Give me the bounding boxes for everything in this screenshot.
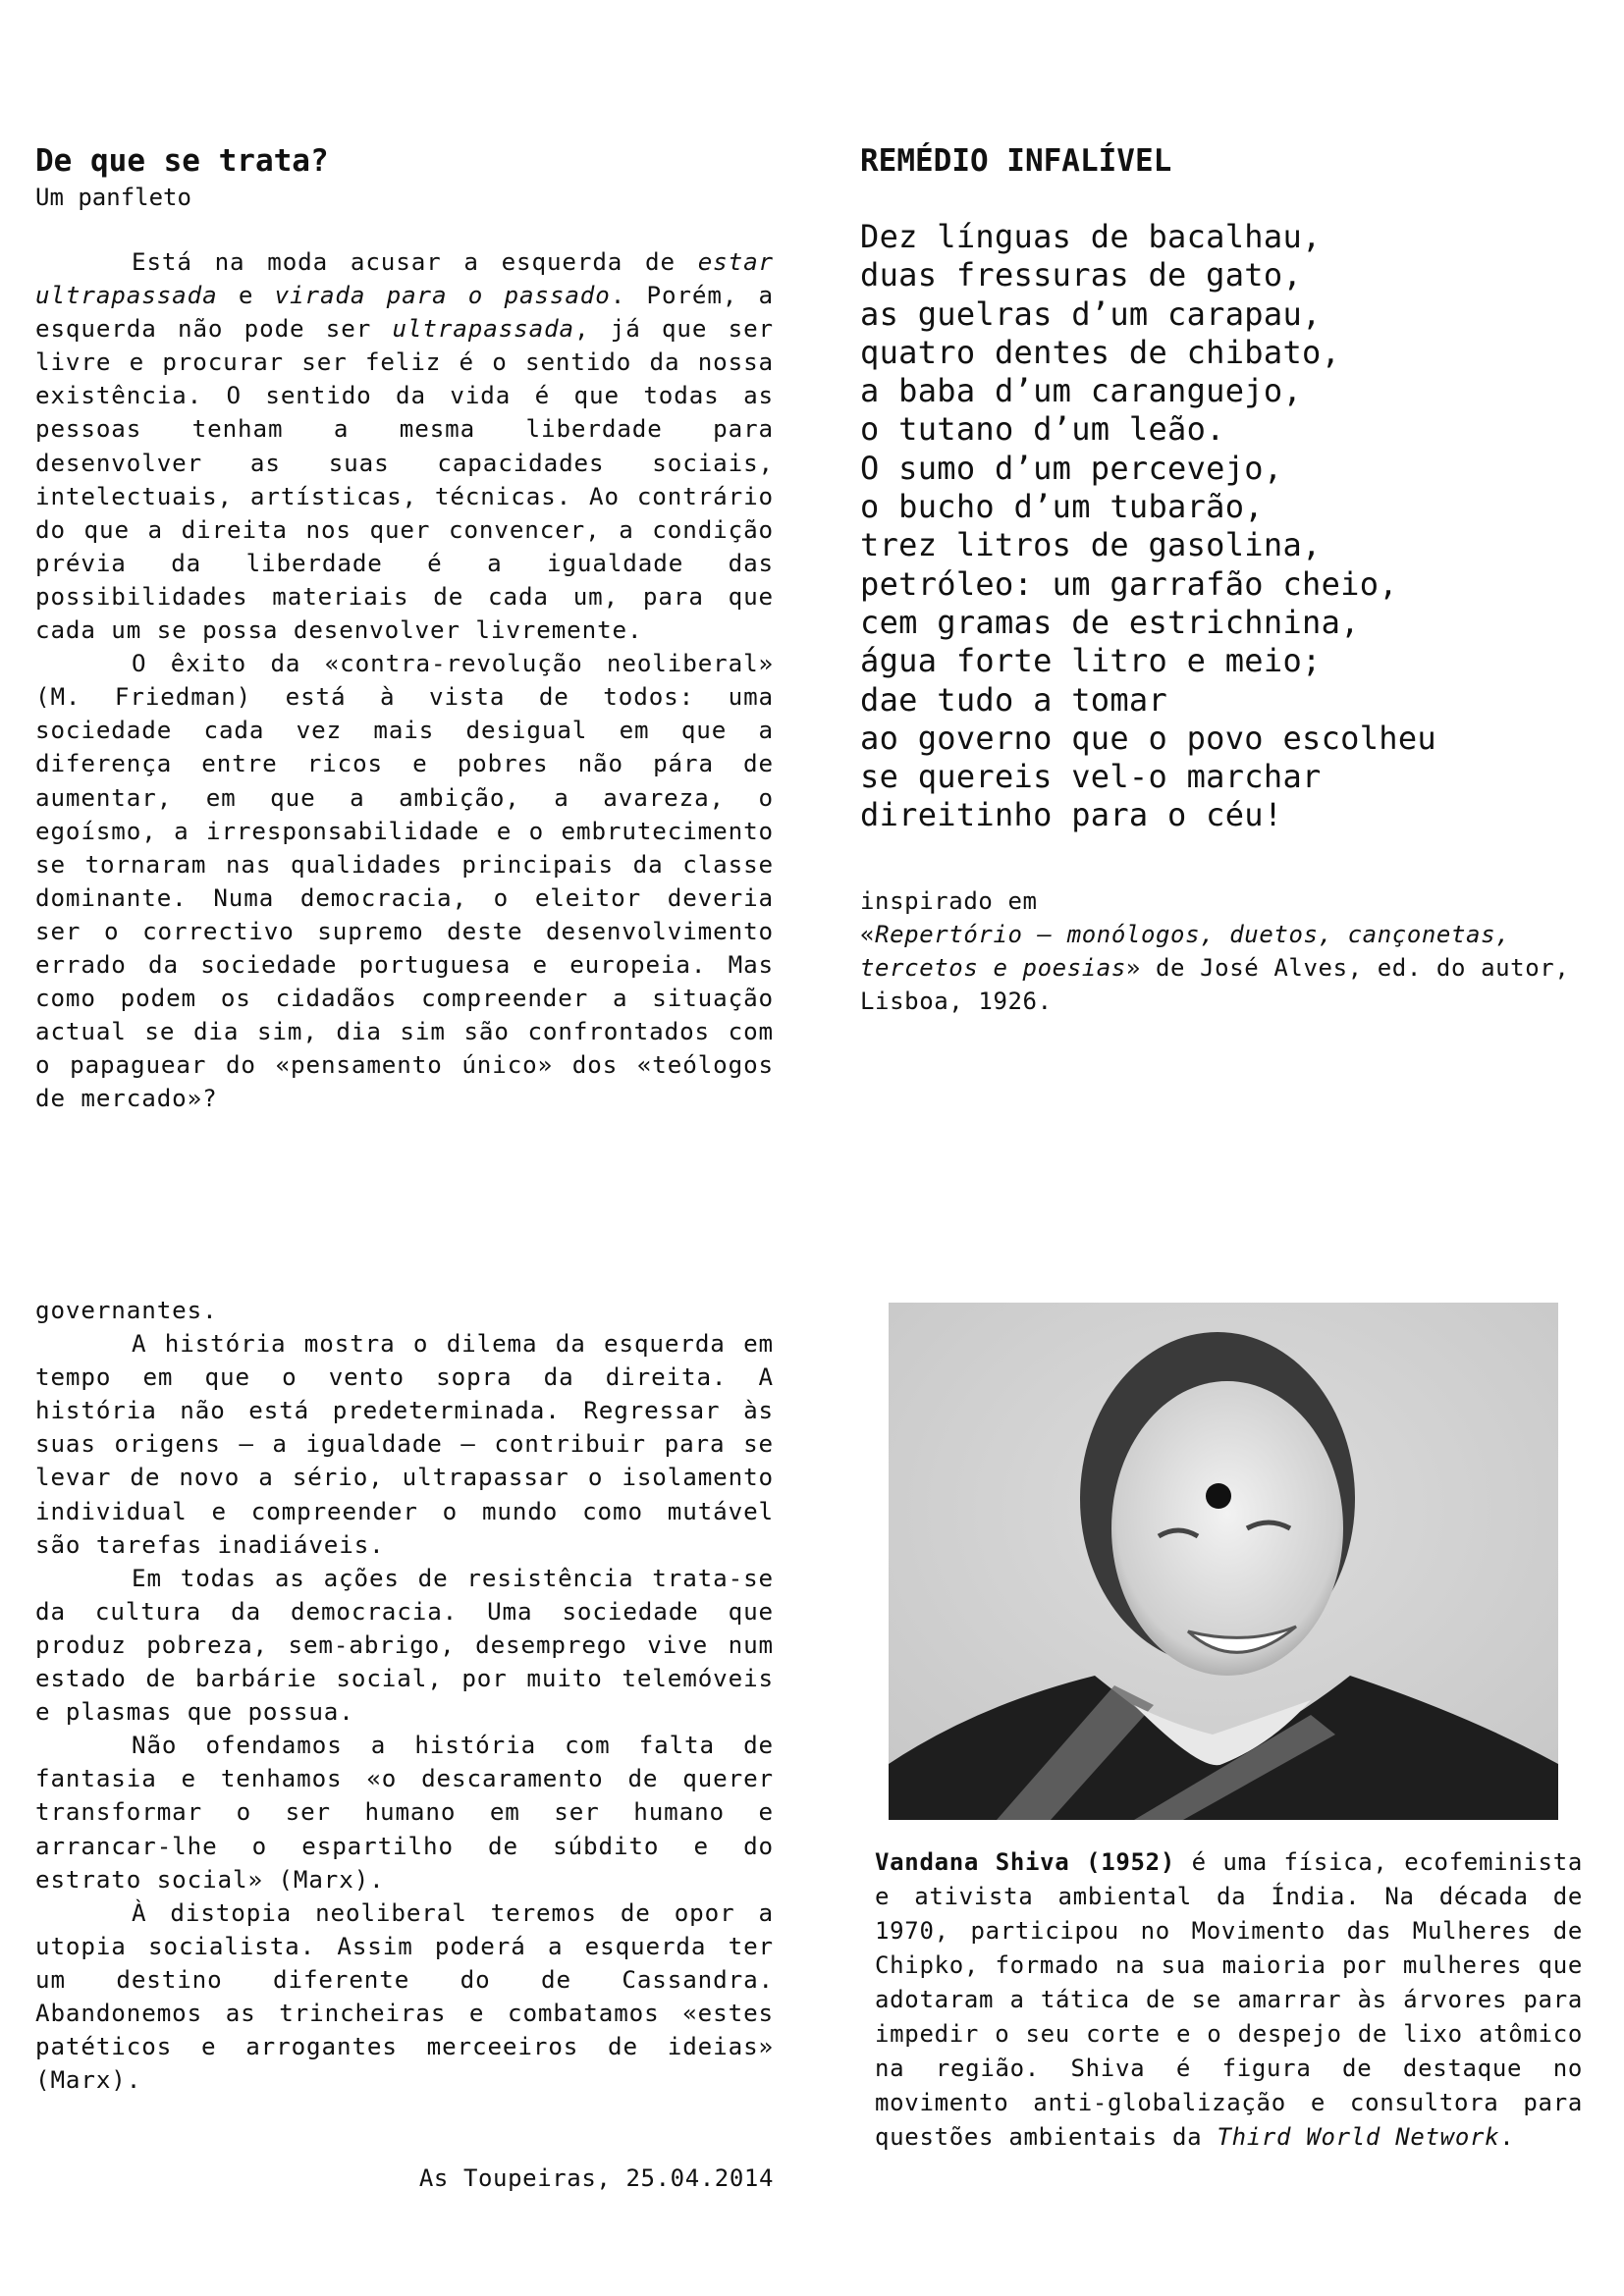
bindi-mark bbox=[1206, 1483, 1231, 1509]
continuation-fragment: governantes. bbox=[35, 1297, 218, 1324]
paragraph-text: , já que ser livre e procurar ser feliz é o sentido da nossa existência. O sentido da vida é que todas as pessoas tenham a mesma liberdade para desenvolver as suas capacidades sociais, intelectuais, artísticas, técnicas. Ao contrário do que a direita nos quer convencer, a condição prévia da liberdade é a igualdade das possibilidades materiais de cada um, para que cada um se possa desenvolver livremente. bbox=[35, 315, 775, 645]
caption-organization: Third World Network bbox=[1217, 2123, 1500, 2151]
face-shape bbox=[1111, 1381, 1343, 1676]
paragraph-text: Está na moda acusar a esquerda de bbox=[132, 248, 698, 276]
emphasis-text: virada para o passado bbox=[274, 282, 611, 310]
poem-section bbox=[860, 143, 1606, 1018]
poem-line: cem gramas de estrichnina, bbox=[860, 603, 1360, 641]
poem-line: O sumo d’um percevejo, bbox=[860, 449, 1283, 487]
emphasis-text: ultrapassada bbox=[392, 315, 574, 344]
article-paragraph bbox=[35, 647, 774, 1115]
article-signature: As Toupeiras, 25.04.2014 bbox=[418, 2164, 774, 2192]
poem-line: trez litros de gasolina, bbox=[860, 526, 1322, 564]
poem-line: petróleo: um garrafão cheio, bbox=[860, 564, 1398, 603]
poem-line: direitinho para o céu! bbox=[860, 796, 1283, 834]
article-paragraph bbox=[35, 245, 774, 647]
article-title: De que se trata? bbox=[35, 143, 329, 179]
poem-line: ao governo que o povo escolheu bbox=[860, 719, 1436, 757]
article-body-bottom bbox=[35, 1294, 774, 2097]
poem-line: dae tudo a tomar bbox=[860, 680, 1168, 719]
poem-line: água forte litro e meio; bbox=[860, 642, 1322, 680]
poem-credit bbox=[860, 884, 1606, 1018]
credit-work-title: Repertório – monólogos, duetos, cançonetas, tercetos e poesias bbox=[860, 920, 1511, 982]
article-body-top bbox=[35, 245, 774, 1115]
portrait-caption bbox=[875, 1845, 1583, 2155]
caption-bio: é uma física, ecofeminista e ativista ambiental da Índia. Na década de 1970, participou no Movimento das Mulheres de Chipko, formado na sua maioria por mulheres que adotaram a tática de se amarrar às árvores para impedir o seu corte e o despejo de lixo atômico na região. Shiva é figura de destaque no movimento anti-globalização e consultora para questões ambientais da bbox=[875, 1848, 1584, 2151]
article-paragraph: Não ofendamos a história com falta de fantasia e tenhamos «o descaramento de querer transformar o ser humano em ser humano e arrancar-lhe o espartilho de súbdito e do estrato social» (Marx). bbox=[35, 1732, 774, 1894]
article-header bbox=[35, 143, 774, 214]
poem-line: se quereis vel-o marchar bbox=[860, 758, 1322, 796]
article-paragraph: A história mostra o dilema da esquerda em tempo em que o vento sopra da direita. A história não está predeterminada. Regressar às suas origens – a igualdade – contribuir para se levar de novo a sério, ultrapassar o isolamento individual e compreender o mundo como mutável são tarefas inadiáveis. bbox=[35, 1330, 774, 1559]
caption-name: Vandana Shiva (1952) bbox=[875, 1848, 1175, 1876]
emphasis-text: estar ultrapassada bbox=[35, 248, 774, 310]
poem-line: Dez línguas de bacalhau, bbox=[860, 218, 1322, 255]
poem-line: quatro dentes de chibato, bbox=[860, 333, 1341, 371]
article-paragraph: À distopia neoliberal teremos de opor a utopia socialista. Assim poderá a esquerda ter um destino diferente do de Cassandra. Abandonemos as trincheiras e combatamos «estes patéticos e arrogantes merceeiros de ideias» (Marx). bbox=[35, 1898, 774, 2095]
poem-title: REMÉDIO INFALÍVEL bbox=[860, 143, 1172, 179]
poem-line: o tutano d’um leão. bbox=[860, 410, 1225, 449]
credit-open-quote: « bbox=[860, 920, 876, 948]
poem-line: o bucho d’um tubarão, bbox=[860, 488, 1264, 526]
credit-rest: » de José Alves, ed. do autor, Lisboa, 1926. bbox=[860, 953, 1570, 1015]
poem-line: duas fressuras de gato, bbox=[860, 256, 1303, 294]
article-subtitle: Um panfleto bbox=[35, 184, 191, 211]
portrait-photo bbox=[889, 1303, 1558, 1820]
paragraph-text: . Porém, a esquerda não pode ser bbox=[35, 282, 774, 344]
article-paragraph: Em todas as ações de resistência trata-se da cultura da democracia. Uma sociedade que produz pobreza, sem-abrigo, desemprego vive num estado de barbárie social, por muito telemóveis e plasmas que possua. bbox=[35, 1564, 774, 1727]
caption-end: . bbox=[1499, 2123, 1515, 2151]
poem-line: a baba d’um caranguejo, bbox=[860, 372, 1303, 410]
portrait-illustration bbox=[889, 1303, 1558, 1820]
poem-line: as guelras d’um carapau, bbox=[860, 294, 1322, 333]
poem-lines bbox=[860, 218, 1606, 835]
credit-source bbox=[860, 918, 1606, 1018]
credit-intro: inspirado em bbox=[860, 886, 1038, 915]
paragraph-text: O êxito da «contra-revolução neoliberal» (M. Friedman) está à vista de todos: uma sociedade cada vez mais desigual em que a diferença entre ricos e pobres não pára de aumentar, em que a ambição, a avareza, o egoísmo, a irresponsabilidade e o embrutecimento se tornaram nas qualidades principais da classe dominante. Numa democracia, o eleitor deveria ser o correctivo supremo deste desenvolvimento errado da sociedade portuguesa e europeia. Mas como podem os cidadãos compreender a situação actual se dia sim, dia sim são confrontados com o papaguear do «pensamento único» dos «teólogos de mercado»? bbox=[35, 650, 774, 1113]
paragraph-text: e bbox=[217, 282, 275, 310]
